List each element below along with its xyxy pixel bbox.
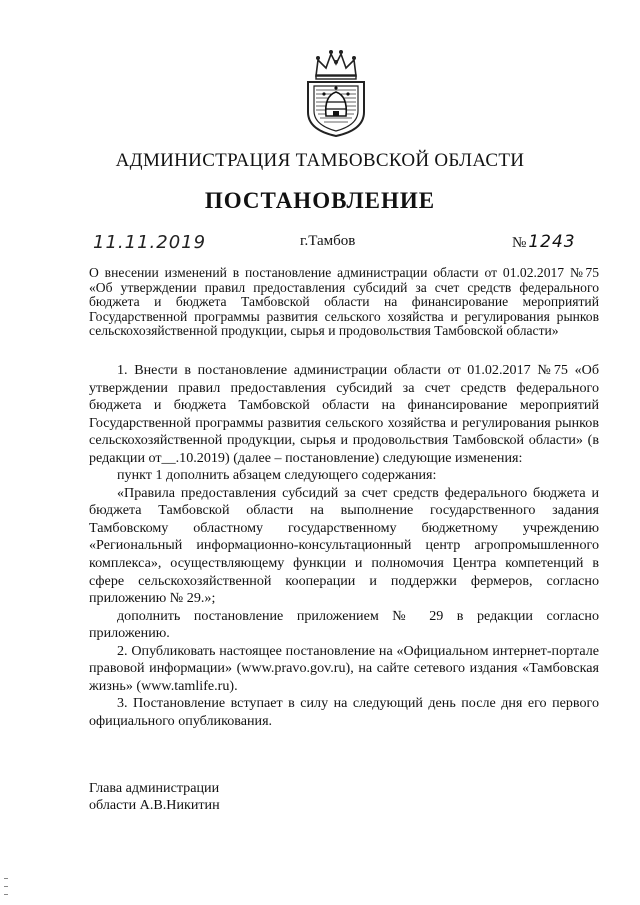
margin-mark bbox=[4, 886, 8, 887]
paragraph-2: пункт 1 дополнить абзацем следующего содержания: bbox=[117, 467, 437, 484]
coat-of-arms-icon bbox=[300, 46, 372, 138]
paragraph-4: дополнить постановление приложением № 29 в редакции согласно приложению. bbox=[89, 607, 599, 642]
paragraph-1: 1. Внести в постановление администрации области от 01.02.2017 №75 «Об утверждении правил предоставления субсидий за счет средств федерального бюджета и бюджета Тамбовской области на финансирование мероприятий Государственной программы развития сельского хозяйства и регулирования рынков сельскохозяйственной продукции, сырья и продовольствия Тамбовской области» (в редакции от__.10.2019) (далее – постановление) следующие изменения: bbox=[89, 362, 599, 466]
paragraph-5: 2. Опубликовать настоящее постановление на «Официальном интернет-портале правовой информации» (www.pravo.gov.ru), на сайте сетевого издания «Тамбовская жизнь» (www.tamlife.ru). bbox=[89, 642, 599, 694]
document-city: г.Тамбов bbox=[300, 233, 356, 249]
document-body bbox=[89, 362, 599, 730]
margin-mark bbox=[4, 894, 8, 895]
paragraph-3: «Правила предоставления субсидий за счет средств федерального бюджета и бюджета Тамбовской области на выполнение государственного задания Тамбовскому областному государственному бюджетному учреждению «Региональный информационно-консультационный центр агропромышленного комплекса», осуществляющему функции и полномочия Центра компетенций в сфере сельскохозяйственной кооперации и поддержки фермеров, согласно приложению № 29.»; bbox=[89, 484, 599, 607]
paragraph-6: 3. Постановление вступает в силу на следующий день после дня его первого официального опубликования. bbox=[89, 695, 599, 729]
document-date: 11.11.2019 bbox=[93, 232, 207, 253]
signature-position: Глава администрации bbox=[89, 780, 220, 796]
number-sign: № bbox=[512, 235, 527, 251]
number-value: 1243 bbox=[528, 232, 576, 252]
signature-name: области А.В.Никитин bbox=[89, 797, 220, 813]
signature-block bbox=[89, 780, 220, 814]
organization-name: АДМИНИСТРАЦИЯ ТАМБОВСКОЙ ОБЛАСТИ bbox=[115, 150, 525, 171]
document-title: О внесении изменений в постановление администрации области от 01.02.2017 №75 «Об утверждении правил предоставления субсидий за счет средств федерального бюджета и бюджета Тамбовской области на финансирование мероприятий Государственной программы развития сельского хозяйства и регулирования рынков сельскохозяйственной продукции, сырья и продовольствия Тамбовской области» bbox=[89, 265, 599, 339]
document-type-heading: ПОСТАНОВЛЕНИЕ bbox=[204, 188, 436, 213]
margin-mark bbox=[4, 878, 8, 879]
document-number bbox=[512, 232, 576, 252]
